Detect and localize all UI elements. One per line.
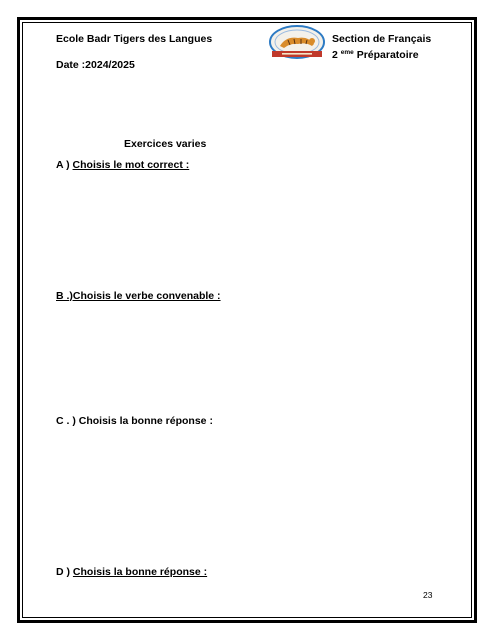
section-b-heading: B .)Choisis le verbe convenable : [56,290,221,302]
section-name: Section de Français [332,33,432,45]
page-number: 23 [423,590,433,600]
section-d-heading [56,566,207,579]
page-border-inner [22,22,472,618]
grade-label: Préparatoire [356,49,419,61]
page-title: Exercices varies [124,138,207,150]
school-year-date: Date :2024/2025 [56,59,135,71]
grade-level [332,46,419,62]
tiger-school-logo [268,24,326,60]
section-a-prefix: A ) [56,159,73,171]
section-a-heading [56,159,189,172]
school-name: Ecole Badr Tigers des Langues [56,33,213,45]
section-d-prefix: D ) [56,566,73,578]
section-d-label: Choisis la bonne réponse : [72,566,208,578]
section-c-heading: C . ) Choisis la bonne réponse : [56,415,213,427]
grade-number: 2 [332,49,338,61]
section-a-label: Choisis le mot correct : [72,159,190,171]
grade-superscript: eme [340,49,354,56]
